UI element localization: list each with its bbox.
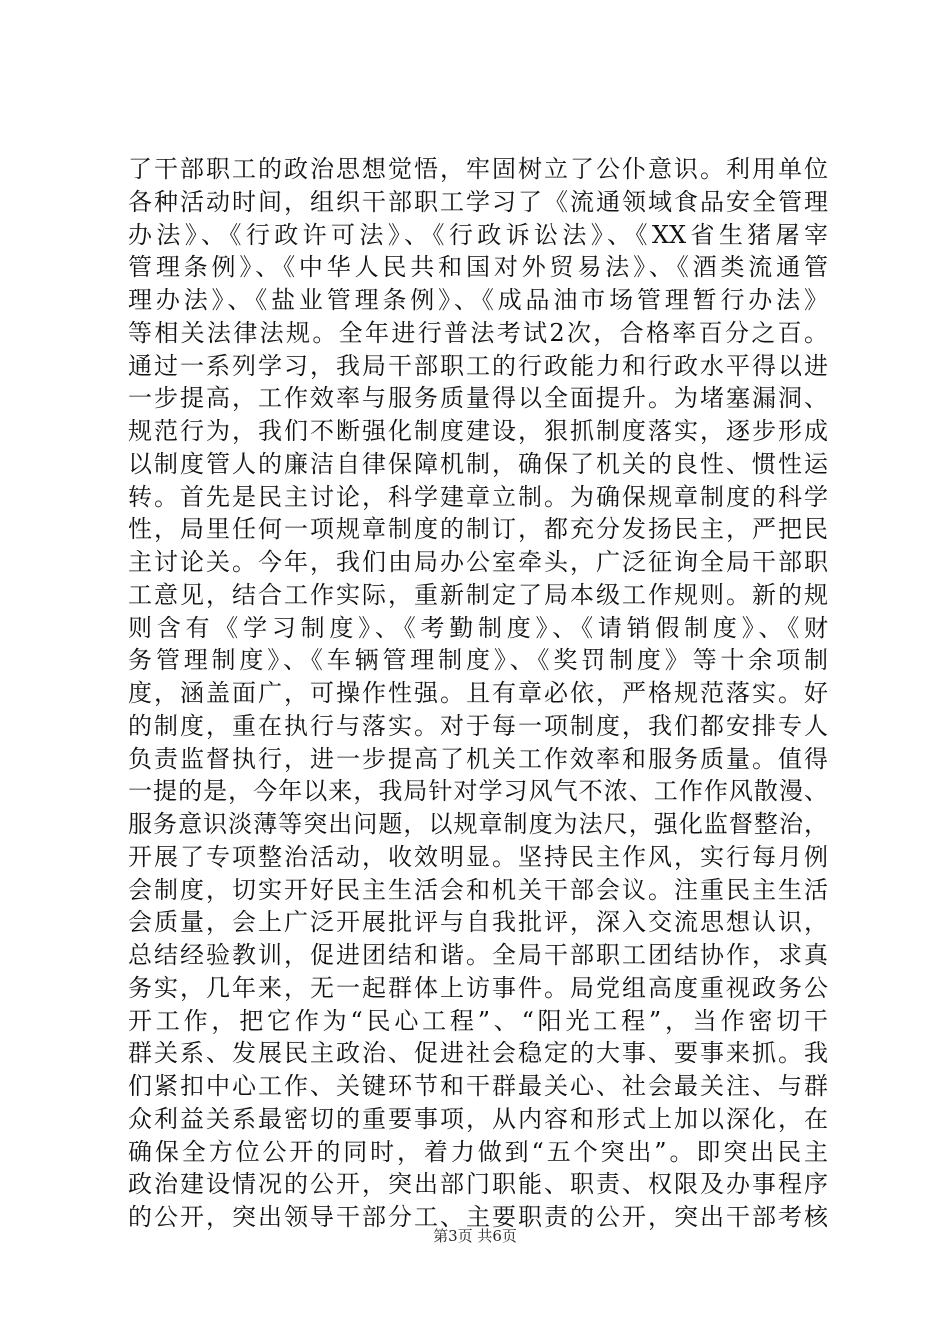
text-line: 开工作，把它作为“民心工程”、“阳光工程”，当作密切干: [128, 1006, 828, 1035]
text-line: 一提的是，今年以来，我局针对学习风气不浓、工作作风散漫、: [128, 777, 828, 806]
text-line: 会制度，切实开好民主生活会和机关干部会议。注重民主生活: [128, 875, 828, 904]
text-line: 主讨论关。今年，我们由局办公室牵头，广泛征询全局干部职: [128, 548, 828, 576]
text-line: 了干部职工的政治思想觉悟，牢固树立了公仆意识。利用单位: [128, 155, 828, 183]
text-line: 的公开，突出领导干部分工、主要职责的公开，突出干部考核: [128, 1203, 828, 1231]
body-text: [128, 153, 828, 1234]
page-number-footer: 第3页 共6页: [433, 1227, 517, 1245]
text-line: 众利益关系最密切的重要事项，从内容和形式上加以深化，在: [128, 1104, 828, 1133]
text-line: 理办法》、《盐业管理条例》、《成品油市场管理暂行办法》: [128, 286, 828, 314]
text-line: 则含有《学习制度》、《考勤制度》、《请销假制度》、《财: [128, 613, 828, 642]
text-line: 务管理制度》、《车辆管理制度》、《奖罚制度》等十余项制: [128, 646, 828, 675]
text-line: 度，涵盖面广，可操作性强。且有章必依，严格规范落实。好: [128, 679, 828, 707]
text-line: 政治建设情况的公开，突出部门职能、职责、权限及办事程序: [128, 1170, 828, 1199]
text-line: 以制度管人的廉洁自律保障机制，确保了机关的良性、惯性运: [128, 449, 828, 478]
text-line: 会质量，会上广泛开展批评与自我批评，深入交流思想认识，: [128, 908, 828, 937]
text-line: 性，局里任何一项规章制度的制订，都充分发扬民主，严把民: [128, 515, 828, 544]
text-line: 规范行为，我们不断强化制度建设，狠抓制度落实，逐步形成: [128, 417, 828, 445]
text-line: 开展了专项整治活动，收效明显。坚持民主作风，实行每月例: [128, 842, 828, 871]
text-line: 工意见，结合工作实际，重新制定了局本级工作规则。新的规: [128, 580, 828, 609]
text-line: 办法》、《行政许可法》、《行政诉讼法》、《XX省生猪屠宰: [128, 220, 828, 249]
text-line: 各种活动时间，组织干部职工学习了《流通领域食品安全管理: [128, 187, 828, 216]
text-line: 转。首先是民主讨论，科学建章立制。为确保规章制度的科学: [128, 482, 828, 511]
text-line: 的制度，重在执行与落实。对于每一项制度，我们都安排专人: [128, 711, 828, 740]
text-line: 服务意识淡薄等突出问题，以规章制度为法尺，强化监督整治，: [128, 810, 828, 838]
text-line: 务实，几年来，无一起群体上访事件。局党组高度重视政务公: [128, 973, 828, 1002]
text-line: 通过一系列学习，我局干部职工的行政能力和行政水平得以进: [128, 351, 828, 380]
text-line: 一步提高，工作效率与服务质量得以全面提升。为堵塞漏洞、: [128, 384, 828, 413]
text-line: 总结经验教训，促进团结和谐。全局干部职工团结协作，求真: [128, 941, 828, 969]
text-line: 管理条例》、《中华人民共和国对外贸易法》、《酒类流通管: [128, 253, 828, 282]
text-line: 等相关法律法规。全年进行普法考试2次，合格率百分之百。: [128, 318, 828, 347]
text-line: 们紧扣中心工作、关键环节和干群最关心、社会最关注、与群: [128, 1072, 828, 1100]
text-line: 确保全方位公开的同时，着力做到“五个突出”。即突出民主: [128, 1137, 828, 1166]
text-line: 群关系、发展民主政治、促进社会稳定的大事、要事来抓。我: [128, 1039, 828, 1068]
text-line: 负责监督执行，进一步提高了机关工作效率和服务质量。值得: [128, 744, 828, 773]
